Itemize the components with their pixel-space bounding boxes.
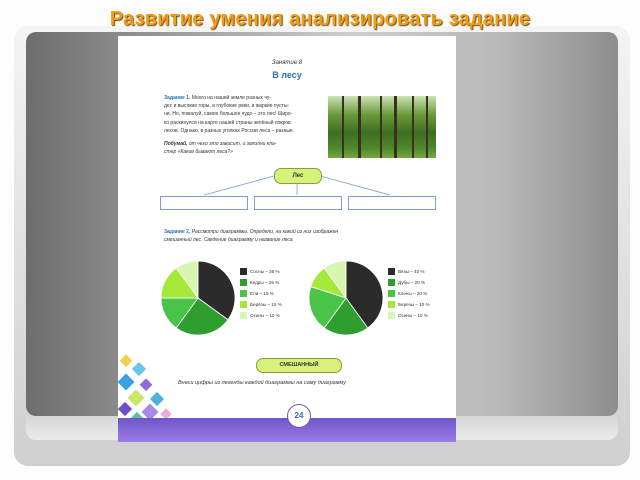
- cluster-center-label: Лес: [274, 168, 322, 184]
- mixed-forest-label: СМЕШАННЫЙ: [256, 358, 342, 373]
- task1-line-1: Много на нашей земле разных чу-: [191, 95, 272, 101]
- task2-text: [164, 228, 444, 244]
- page-number: 24: [287, 404, 311, 428]
- pie-legend-1: [240, 266, 282, 321]
- think-label: Подумай,: [164, 141, 188, 147]
- task1-label: Задание 1.: [164, 95, 191, 101]
- legend-2-item-1: Вязы – 40 %: [388, 266, 430, 277]
- lesson-label: Занятие 8: [271, 60, 303, 66]
- legend-2-item-3: Клены – 20 %: [388, 288, 430, 299]
- pie-legend-2: [388, 266, 430, 321]
- task2-line-2: смешанный лес. Сведение диаграмму и название леса: [164, 237, 293, 244]
- task1-line-2: дес и высокие горы, и глубокие реки, и жаркие пусты-: [164, 103, 290, 110]
- legend-1-item-1: Сосны – 35 %: [240, 266, 282, 277]
- pie-chart-2: [306, 258, 386, 338]
- task1-line-4: ко раскинулся на карте нашей страны зелёный покров: [164, 119, 291, 126]
- cluster-answer-box-2[interactable]: [254, 196, 342, 210]
- legend-1-item-5: Осины – 10 %: [240, 310, 282, 321]
- decorative-mosaic: [118, 36, 198, 442]
- slide-title: Развитие умения анализировать задание: [109, 8, 531, 30]
- task2-label: Задание 2.: [164, 229, 191, 235]
- lesson-title: В лесу: [272, 70, 302, 80]
- legend-2-item-5: Осины – 10 %: [388, 310, 430, 321]
- page-bottom-band: [118, 418, 456, 442]
- legend-1-item-4: Берёзы – 15 %: [240, 299, 282, 310]
- legend-2-item-2: Дубы – 20 %: [388, 277, 430, 288]
- task1-line-3: ни. Но, пожалуй, самое большое чудо – это лес! Широ-: [164, 111, 293, 118]
- task1-line-5: лесов. Однако, в разных уголках России леса – разные.: [164, 127, 295, 134]
- think-line-1: от чего это зависит, и заполни кла-: [188, 141, 277, 147]
- legend-1-item-3: Ели – 15 %: [240, 288, 282, 299]
- instruction-text: Внеси цифры из легенды каждой диаграммы на саму диаграмму: [178, 380, 346, 386]
- legend-2-item-4: Березы – 10 %: [388, 299, 430, 310]
- workbook-page: [118, 36, 456, 442]
- legend-1-item-2: Кедры – 25 %: [240, 277, 282, 288]
- task2-line-1: Рассмотри диаграммы. Определи, на какой из них изображен: [191, 229, 339, 235]
- think-line-2: стер «Какие бывают леса?»: [164, 149, 233, 156]
- cluster-answer-box-3[interactable]: [348, 196, 436, 210]
